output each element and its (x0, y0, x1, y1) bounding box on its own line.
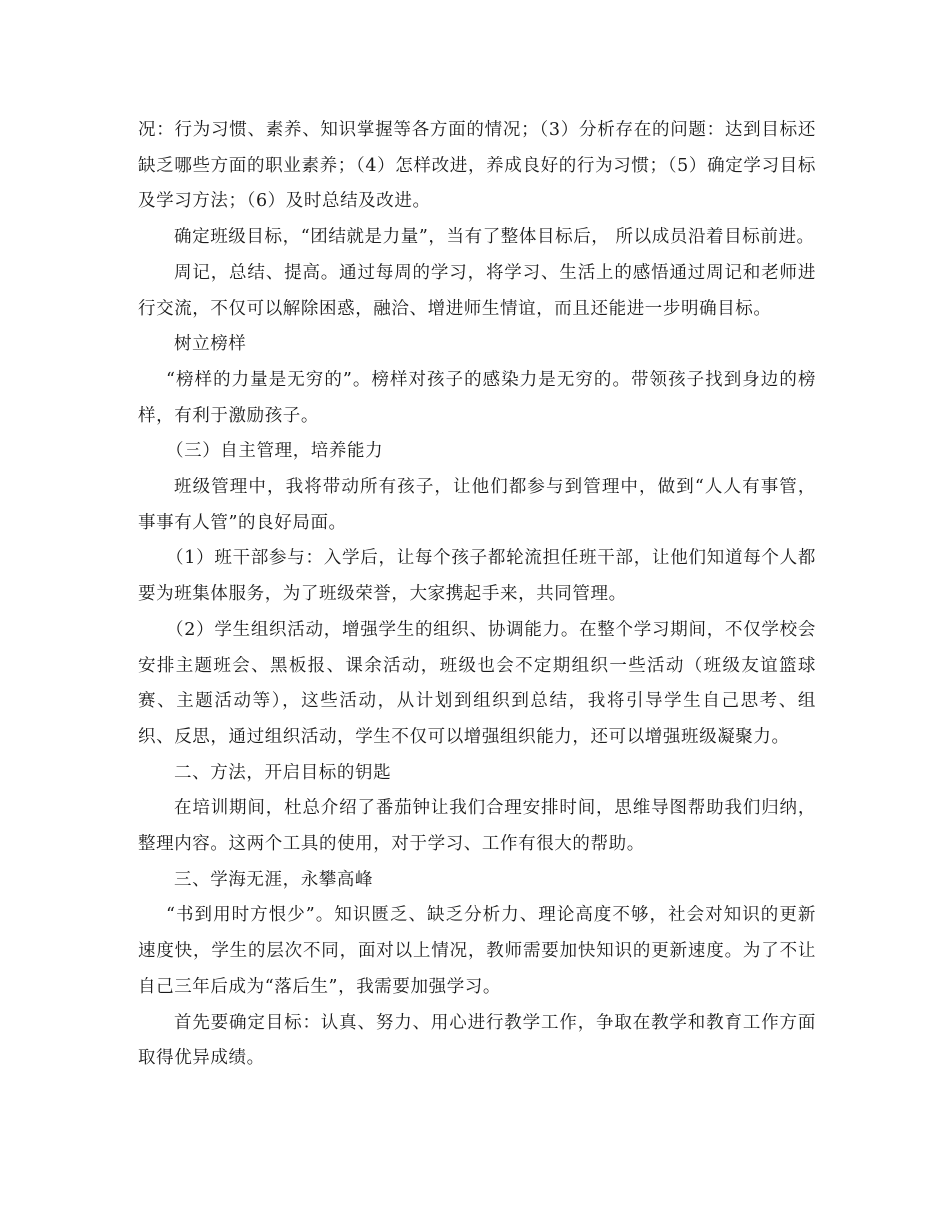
paragraph-class-goal: 确定班级目标，“团结就是力量”，当有了整体目标后， 所以成员沿着目标前进。 (174, 227, 815, 248)
subheading-self-management: （三）自主管理，培养能力 (166, 441, 384, 462)
paragraph-weekly-journal: 周记，总结、提高。通过每周的学习，将学习、生活上的感悟通过周记和老师进行交流，不仅可以解除困惑，融洽、增进师生情谊，而且还能进一步明确目标。 (138, 262, 816, 319)
paragraph-role-model: “榜样的力量是无穷的”。榜样对孩子的感染力是无穷的。带领孩子找到身边的榜样，有利于激励孩子。 (138, 369, 816, 426)
paragraph-student-activities: （2）学生组织活动，增强学生的组织、协调能力。在整个学习期间，不仅学校会安排主题班会、黑板报、课余活动，班级也会不定期组织一些活动（班级友谊篮球赛、主题活动等），这些活动，从计划到组织到总结，我将引导学生自己思考、组织、反思，通过组织活动，学生不仅可以增强组织能力，还可以增强班级凝聚力。 (138, 619, 816, 747)
section-heading-learning: 三、学海无涯，永攀高峰 (174, 869, 374, 890)
paragraph-continuation: 况：行为习惯、素养、知识掌握等各方面的情况；（3）分析存在的问题：达到目标还缺乏哪些方面的职业素养；（4）怎样改进，养成良好的行为习惯；（5）确定学习目标及学习方法；（6）及时总结及改进。 (138, 120, 816, 212)
paragraph-class-cadre: （1）班干部参与：入学后，让每个孩子都轮流担任班干部，让他们知道每个人都要为班集体服务，为了班级荣誉，大家携起手来，共同管理。 (138, 548, 816, 605)
paragraph-class-management: 班级管理中，我将带动所有孩子，让他们都参与到管理中，做到“人人有事管，事事有人管”的良好局面。 (138, 477, 816, 533)
paragraph-knowledge-update: “书到用时方恨少”。知识匮乏、缺乏分析力、理论高度不够，社会对知识的更新速度快，学生的层次不同，面对以上情况，教师需要加快知识的更新速度。为了不让自己三年后成为“落后生”，我需要加强学习。 (138, 905, 816, 997)
document-body (138, 113, 816, 1077)
paragraph-goal-setting: 首先要确定目标：认真、努力、用心进行教学工作，争取在教学和教育工作方面取得优异成绩。 (138, 1012, 816, 1069)
section-heading-method: 二、方法，开启目标的钥匙 (174, 762, 392, 783)
paragraph-training-tools: 在培训期间，杜总介绍了番茄钟让我们合理安排时间，思维导图帮助我们归纳，整理内容。这两个工具的使用，对于学习、工作有很大的帮助。 (138, 798, 816, 855)
subheading-role-model: 树立榜样 (174, 334, 247, 355)
